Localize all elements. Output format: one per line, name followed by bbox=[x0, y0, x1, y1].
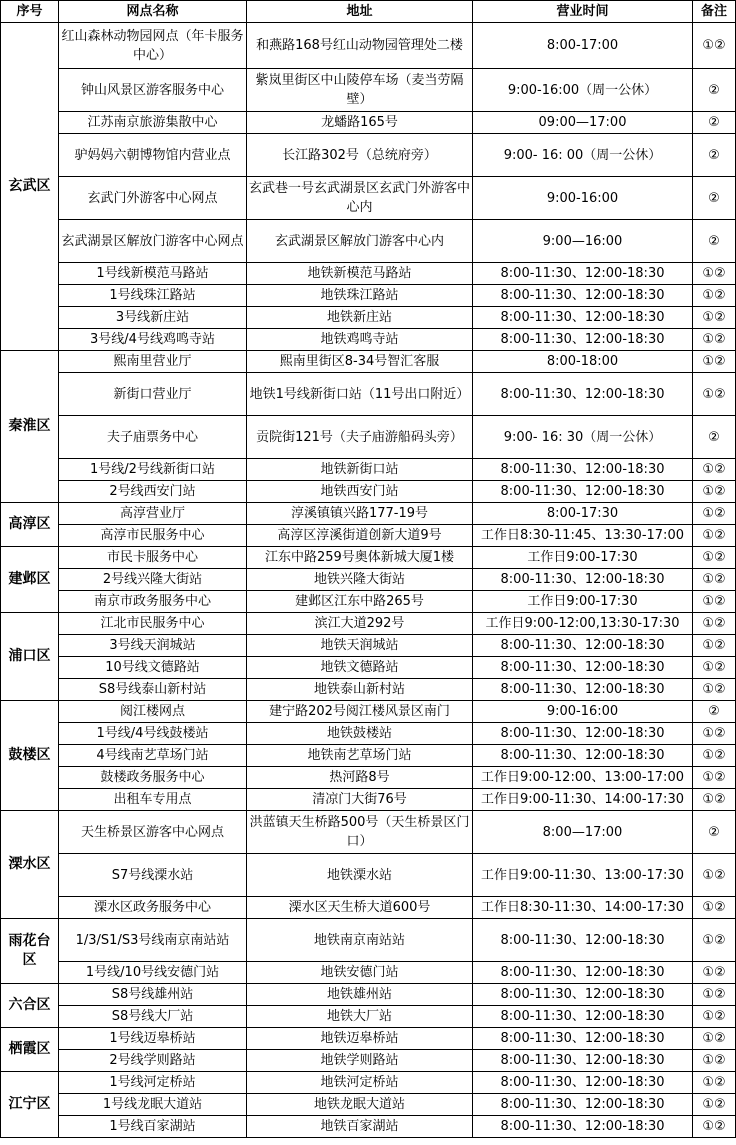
note-cell: ② bbox=[693, 416, 736, 459]
note-cell: ② bbox=[693, 177, 736, 220]
address-cell: 长江路302号（总统府旁） bbox=[247, 134, 473, 177]
point-name-cell: 南京市政务服务中心 bbox=[59, 591, 247, 613]
table-row bbox=[1, 69, 736, 112]
note-cell: ①② bbox=[693, 503, 736, 525]
hours-cell: 工作日9:00-11:30、13:00-17:30 bbox=[473, 854, 693, 897]
table-row bbox=[1, 962, 736, 984]
hours-cell: 工作日9:00-17:30 bbox=[473, 591, 693, 613]
district-cell: 浦口区 bbox=[1, 613, 59, 701]
note-cell: ①② bbox=[693, 373, 736, 416]
table-row bbox=[1, 263, 736, 285]
header-note: 备注 bbox=[693, 1, 736, 23]
hours-cell: 9:00—16:00 bbox=[473, 220, 693, 263]
address-cell: 地铁泰山新村站 bbox=[247, 679, 473, 701]
point-name-cell: 玄武湖景区解放门游客中心网点 bbox=[59, 220, 247, 263]
address-cell: 紫岚里街区中山陵停车场（麦当劳隔壁） bbox=[247, 69, 473, 112]
note-cell: ①② bbox=[693, 525, 736, 547]
hours-cell: 8:00-11:30、12:00-18:30 bbox=[473, 679, 693, 701]
hours-cell: 8:00-11:30、12:00-18:30 bbox=[473, 285, 693, 307]
hours-cell: 8:00-18:00 bbox=[473, 351, 693, 373]
hours-cell: 8:00-11:30、12:00-18:30 bbox=[473, 984, 693, 1006]
hours-cell: 8:00-11:30、12:00-18:30 bbox=[473, 307, 693, 329]
address-cell: 地铁河定桥站 bbox=[247, 1072, 473, 1094]
address-cell: 建宁路202号阅江楼风景区南门 bbox=[247, 701, 473, 723]
header-index: 序号 bbox=[1, 1, 59, 23]
note-cell: ①② bbox=[693, 547, 736, 569]
point-name-cell: 1号线/4号线鼓楼站 bbox=[59, 723, 247, 745]
hours-cell: 工作日9:00-12:00,13:30-17:30 bbox=[473, 613, 693, 635]
hours-cell: 8:00-11:30、12:00-18:30 bbox=[473, 635, 693, 657]
address-cell: 热河路8号 bbox=[247, 767, 473, 789]
table-body bbox=[1, 23, 736, 1138]
hours-cell: 9:00- 16: 00（周一公休） bbox=[473, 134, 693, 177]
note-cell: ①② bbox=[693, 635, 736, 657]
table-row bbox=[1, 459, 736, 481]
address-cell: 地铁南艺草场门站 bbox=[247, 745, 473, 767]
note-cell: ② bbox=[693, 134, 736, 177]
point-name-cell: 2号线西安门站 bbox=[59, 481, 247, 503]
table-row bbox=[1, 307, 736, 329]
note-cell: ①② bbox=[693, 351, 736, 373]
point-name-cell: 3号线/4号线鸡鸣寺站 bbox=[59, 329, 247, 351]
header-hours: 营业时间 bbox=[473, 1, 693, 23]
district-cell: 栖霞区 bbox=[1, 1028, 59, 1072]
table-row bbox=[1, 854, 736, 897]
address-cell: 溧水区天生桥大道600号 bbox=[247, 897, 473, 919]
address-cell: 地铁雄州站 bbox=[247, 984, 473, 1006]
address-cell: 地铁新模范马路站 bbox=[247, 263, 473, 285]
point-name-cell: 1号线河定桥站 bbox=[59, 1072, 247, 1094]
note-cell: ①② bbox=[693, 1006, 736, 1028]
note-cell: ①② bbox=[693, 1116, 736, 1138]
point-name-cell: 1号线珠江路站 bbox=[59, 285, 247, 307]
note-cell: ①② bbox=[693, 767, 736, 789]
table-row bbox=[1, 984, 736, 1006]
point-name-cell: 玄武门外游客中心网点 bbox=[59, 177, 247, 220]
note-cell: ①② bbox=[693, 897, 736, 919]
note-cell: ①② bbox=[693, 679, 736, 701]
address-cell: 地铁珠江路站 bbox=[247, 285, 473, 307]
hours-cell: 工作日9:00-12:00、13:00-17:00 bbox=[473, 767, 693, 789]
address-cell: 地铁新庄站 bbox=[247, 307, 473, 329]
note-cell: ①② bbox=[693, 613, 736, 635]
hours-cell: 8:00-11:30、12:00-18:30 bbox=[473, 1006, 693, 1028]
district-cell: 秦淮区 bbox=[1, 351, 59, 503]
district-cell: 雨花台区 bbox=[1, 919, 59, 984]
note-cell: ①② bbox=[693, 962, 736, 984]
hours-cell: 8:00—17:00 bbox=[473, 811, 693, 854]
table-row bbox=[1, 329, 736, 351]
district-cell: 江宁区 bbox=[1, 1072, 59, 1138]
table-row bbox=[1, 351, 736, 373]
table-row bbox=[1, 177, 736, 220]
note-cell: ①② bbox=[693, 854, 736, 897]
address-cell: 地铁文德路站 bbox=[247, 657, 473, 679]
hours-cell: 9:00- 16: 30（周一公休） bbox=[473, 416, 693, 459]
hours-cell: 8:00-17:30 bbox=[473, 503, 693, 525]
address-cell: 和燕路168号红山动物园管理处二楼 bbox=[247, 23, 473, 69]
hours-cell: 8:00-11:30、12:00-18:30 bbox=[473, 263, 693, 285]
table-row bbox=[1, 679, 736, 701]
point-name-cell: S8号线泰山新村站 bbox=[59, 679, 247, 701]
table-row bbox=[1, 1072, 736, 1094]
address-cell: 地铁大厂站 bbox=[247, 1006, 473, 1028]
hours-cell: 8:00-11:30、12:00-18:30 bbox=[473, 329, 693, 351]
point-name-cell: 1号线迈皋桥站 bbox=[59, 1028, 247, 1050]
note-cell: ①② bbox=[693, 1072, 736, 1094]
table-row bbox=[1, 481, 736, 503]
point-name-cell: 1号线百家湖站 bbox=[59, 1116, 247, 1138]
point-name-cell: 1号线龙眠大道站 bbox=[59, 1094, 247, 1116]
address-cell: 地铁溧水站 bbox=[247, 854, 473, 897]
address-cell: 洪蓝镇天生桥路500号（天生桥景区门口） bbox=[247, 811, 473, 854]
hours-cell: 8:00-11:30、12:00-18:30 bbox=[473, 1028, 693, 1050]
hours-cell: 8:00-11:30、12:00-18:30 bbox=[473, 373, 693, 416]
hours-cell: 8:00-11:30、12:00-18:30 bbox=[473, 1050, 693, 1072]
hours-cell: 09:00—17:00 bbox=[473, 112, 693, 134]
hours-cell: 工作日9:00-11:30、14:00-17:30 bbox=[473, 789, 693, 811]
hours-cell: 8:00-11:30、12:00-18:30 bbox=[473, 569, 693, 591]
point-name-cell: S7号线溧水站 bbox=[59, 854, 247, 897]
table-row bbox=[1, 1028, 736, 1050]
header-address: 地址 bbox=[247, 1, 473, 23]
point-name-cell: 鼓楼政务服务中心 bbox=[59, 767, 247, 789]
point-name-cell: 江北市民服务中心 bbox=[59, 613, 247, 635]
address-cell: 清凉门大街76号 bbox=[247, 789, 473, 811]
address-cell: 江东中路259号奥体新城大厦1楼 bbox=[247, 547, 473, 569]
table-row bbox=[1, 220, 736, 263]
point-name-cell: 市民卡服务中心 bbox=[59, 547, 247, 569]
table-row bbox=[1, 23, 736, 69]
note-cell: ①② bbox=[693, 329, 736, 351]
note-cell: ② bbox=[693, 701, 736, 723]
point-name-cell: 夫子庙票务中心 bbox=[59, 416, 247, 459]
table-row bbox=[1, 373, 736, 416]
note-cell: ①② bbox=[693, 307, 736, 329]
note-cell: ①② bbox=[693, 723, 736, 745]
address-cell: 龙蟠路165号 bbox=[247, 112, 473, 134]
hours-cell: 8:00-17:00 bbox=[473, 23, 693, 69]
point-name-cell: 阅江楼网点 bbox=[59, 701, 247, 723]
district-cell: 溧水区 bbox=[1, 811, 59, 919]
point-name-cell: 3号线天润城站 bbox=[59, 635, 247, 657]
note-cell: ①② bbox=[693, 1028, 736, 1050]
note-cell: ①② bbox=[693, 23, 736, 69]
table-row bbox=[1, 701, 736, 723]
table-row bbox=[1, 285, 736, 307]
table-row bbox=[1, 919, 736, 962]
address-cell: 地铁西安门站 bbox=[247, 481, 473, 503]
note-cell: ①② bbox=[693, 263, 736, 285]
address-cell: 地铁学则路站 bbox=[247, 1050, 473, 1072]
address-cell: 地铁天润城站 bbox=[247, 635, 473, 657]
note-cell: ② bbox=[693, 220, 736, 263]
note-cell: ①② bbox=[693, 745, 736, 767]
table-row bbox=[1, 569, 736, 591]
hours-cell: 8:00-11:30、12:00-18:30 bbox=[473, 1116, 693, 1138]
point-name-cell: 1号线/10号线安德门站 bbox=[59, 962, 247, 984]
hours-cell: 9:00-16:00 bbox=[473, 177, 693, 220]
district-cell: 建邺区 bbox=[1, 547, 59, 613]
note-cell: ①② bbox=[693, 657, 736, 679]
address-cell: 地铁1号线新街口站（11号出口附近） bbox=[247, 373, 473, 416]
note-cell: ①② bbox=[693, 1050, 736, 1072]
hours-cell: 工作日8:30-11:45、13:30-17:00 bbox=[473, 525, 693, 547]
note-cell: ② bbox=[693, 69, 736, 112]
point-name-cell: 3号线新庄站 bbox=[59, 307, 247, 329]
address-cell: 高淳区淳溪街道创新大道9号 bbox=[247, 525, 473, 547]
address-cell: 地铁鸡鸣寺站 bbox=[247, 329, 473, 351]
table-row bbox=[1, 1006, 736, 1028]
hours-cell: 8:00-11:30、12:00-18:30 bbox=[473, 962, 693, 984]
address-cell: 玄武巷一号玄武湖景区玄武门外游客中心内 bbox=[247, 177, 473, 220]
table-row bbox=[1, 134, 736, 177]
address-cell: 贡院街121号（夫子庙游船码头旁） bbox=[247, 416, 473, 459]
point-name-cell: 高淳营业厅 bbox=[59, 503, 247, 525]
address-cell: 地铁安德门站 bbox=[247, 962, 473, 984]
district-cell: 鼓楼区 bbox=[1, 701, 59, 811]
point-name-cell: 高淳市民服务中心 bbox=[59, 525, 247, 547]
hours-cell: 8:00-11:30、12:00-18:30 bbox=[473, 1094, 693, 1116]
district-cell: 六合区 bbox=[1, 984, 59, 1028]
table-row bbox=[1, 1116, 736, 1138]
note-cell: ①② bbox=[693, 569, 736, 591]
hours-cell: 工作日9:00-17:30 bbox=[473, 547, 693, 569]
table-row bbox=[1, 416, 736, 459]
point-name-cell: S8号线大厂站 bbox=[59, 1006, 247, 1028]
point-name-cell: 天生桥景区游客中心网点 bbox=[59, 811, 247, 854]
address-cell: 地铁百家湖站 bbox=[247, 1116, 473, 1138]
hours-cell: 8:00-11:30、12:00-18:30 bbox=[473, 481, 693, 503]
header-name: 网点名称 bbox=[59, 1, 247, 23]
district-cell: 玄武区 bbox=[1, 23, 59, 351]
table-row bbox=[1, 112, 736, 134]
table-row bbox=[1, 525, 736, 547]
point-name-cell: 红山森林动物园网点（年卡服务中心） bbox=[59, 23, 247, 69]
table-row bbox=[1, 767, 736, 789]
point-name-cell: 1号线新模范马路站 bbox=[59, 263, 247, 285]
hours-cell: 8:00-11:30、12:00-18:30 bbox=[473, 723, 693, 745]
table-row bbox=[1, 1094, 736, 1116]
address-cell: 地铁新街口站 bbox=[247, 459, 473, 481]
table-header-row bbox=[1, 1, 736, 23]
hours-cell: 8:00-11:30、12:00-18:30 bbox=[473, 919, 693, 962]
address-cell: 地铁南京南站站 bbox=[247, 919, 473, 962]
point-name-cell: 钟山风景区游客服务中心 bbox=[59, 69, 247, 112]
point-name-cell: 1/3/S1/S3号线南京南站站 bbox=[59, 919, 247, 962]
point-name-cell: 4号线南艺草场门站 bbox=[59, 745, 247, 767]
point-name-cell: 江苏南京旅游集散中心 bbox=[59, 112, 247, 134]
point-name-cell: S8号线雄州站 bbox=[59, 984, 247, 1006]
hours-cell: 8:00-11:30、12:00-18:30 bbox=[473, 745, 693, 767]
address-cell: 玄武湖景区解放门游客中心内 bbox=[247, 220, 473, 263]
hours-cell: 8:00-11:30、12:00-18:30 bbox=[473, 657, 693, 679]
point-name-cell: 出租车专用点 bbox=[59, 789, 247, 811]
table-row bbox=[1, 591, 736, 613]
address-cell: 地铁迈皋桥站 bbox=[247, 1028, 473, 1050]
point-name-cell: 熙南里营业厅 bbox=[59, 351, 247, 373]
table-row bbox=[1, 789, 736, 811]
table-row bbox=[1, 897, 736, 919]
table-row bbox=[1, 811, 736, 854]
note-cell: ①② bbox=[693, 984, 736, 1006]
address-cell: 地铁鼓楼站 bbox=[247, 723, 473, 745]
point-name-cell: 新街口营业厅 bbox=[59, 373, 247, 416]
note-cell: ①② bbox=[693, 459, 736, 481]
point-name-cell: 溧水区政务服务中心 bbox=[59, 897, 247, 919]
hours-cell: 9:00-16:00（周一公休） bbox=[473, 69, 693, 112]
district-cell: 高淳区 bbox=[1, 503, 59, 547]
note-cell: ①② bbox=[693, 591, 736, 613]
point-name-cell: 2号线兴隆大街站 bbox=[59, 569, 247, 591]
table-row bbox=[1, 1050, 736, 1072]
hours-cell: 8:00-11:30、12:00-18:30 bbox=[473, 459, 693, 481]
point-name-cell: 10号线文德路站 bbox=[59, 657, 247, 679]
address-cell: 地铁兴隆大街站 bbox=[247, 569, 473, 591]
address-cell: 建邺区江东中路265号 bbox=[247, 591, 473, 613]
note-cell: ①② bbox=[693, 789, 736, 811]
note-cell: ② bbox=[693, 811, 736, 854]
table-row bbox=[1, 657, 736, 679]
address-cell: 滨江大道292号 bbox=[247, 613, 473, 635]
table-row bbox=[1, 547, 736, 569]
address-cell: 熙南里街区8-34号智汇客服 bbox=[247, 351, 473, 373]
note-cell: ①② bbox=[693, 481, 736, 503]
note-cell: ①② bbox=[693, 285, 736, 307]
hours-cell: 工作日8:30-11:30、14:00-17:30 bbox=[473, 897, 693, 919]
table-row bbox=[1, 723, 736, 745]
table-row bbox=[1, 503, 736, 525]
note-cell: ② bbox=[693, 112, 736, 134]
address-cell: 地铁龙眠大道站 bbox=[247, 1094, 473, 1116]
table-row bbox=[1, 745, 736, 767]
hours-cell: 8:00-11:30、12:00-18:30 bbox=[473, 1072, 693, 1094]
point-name-cell: 1号线/2号线新街口站 bbox=[59, 459, 247, 481]
point-name-cell: 驴妈妈六朝博物馆内营业点 bbox=[59, 134, 247, 177]
point-name-cell: 2号线学则路站 bbox=[59, 1050, 247, 1072]
note-cell: ①② bbox=[693, 1094, 736, 1116]
table-row bbox=[1, 635, 736, 657]
table-row bbox=[1, 613, 736, 635]
note-cell: ①② bbox=[693, 919, 736, 962]
address-cell: 淳溪镇镇兴路177-19号 bbox=[247, 503, 473, 525]
hours-cell: 9:00-16:00 bbox=[473, 701, 693, 723]
